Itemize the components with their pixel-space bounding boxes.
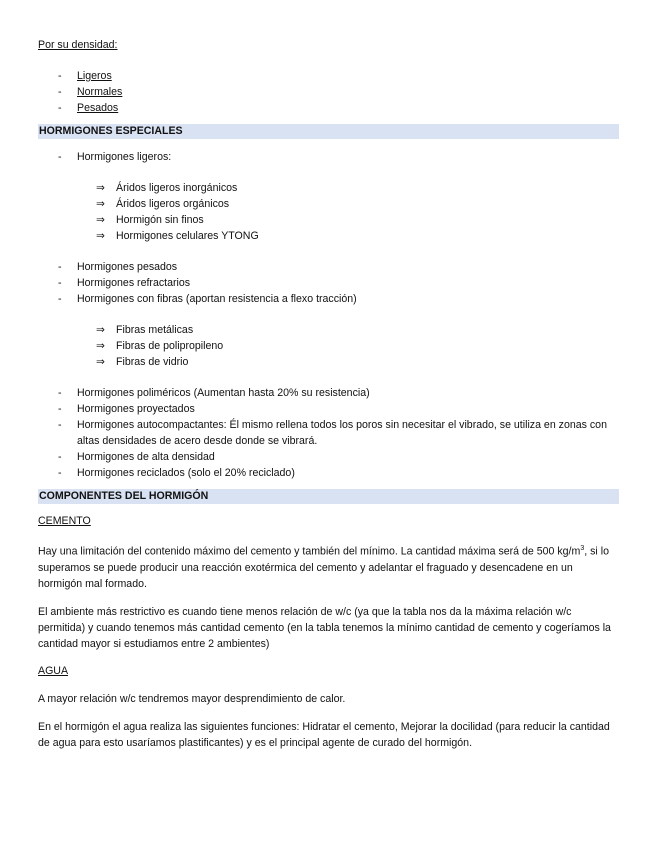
list-item: - Ligeros [38, 68, 618, 84]
agua-paragraph-2: En el hormigón el agua realiza las siguientes funciones: Hidratar el cemento, Mejorar la docilidad (para reducir la cantidad de agua para esto usaríamos plastificantes) y es el principal agente de curado del hormigón. [38, 720, 610, 749]
section-heading-especiales: HORMIGONES ESPECIALES [38, 124, 619, 139]
list-item: - Hormigones con fibras (aportan resistencia a flexo tracción) [38, 291, 618, 307]
document-page [38, 38, 618, 751]
list-item: - Hormigones proyectados [38, 401, 618, 417]
cemento-paragraph-1: Hay una limitación del contenido máximo del cemento y también del mínimo. La cantidad máxima será de 500 $kg/m^3$, si lo superamos se puede producir una reacción exotérmica del cemento y adelantar el fraguado y desencadene en un hormigón mal formado. [38, 545, 609, 590]
agua-paragraph-1: A mayor relación w/c tendremos mayor desprendimiento de calor. [38, 692, 346, 705]
ligeros-sublist [38, 180, 618, 244]
cemento-paragraph-2: El ambiente más restrictivo es cuando tiene menos relación de w/c (ya que la tabla nos da la máxima relación w/c permitida) y cuando tenemos más cantidad cemento (en la tabla tenemos la mínimo cantidad de cemento y cogeríamos la cantidad mayor si estudiamos entre 2 ambientes) [38, 605, 611, 650]
ligeros-list [38, 149, 618, 165]
arrow-icon: ⇒ [96, 340, 105, 352]
list-item: - Hormigones refractarios [38, 275, 618, 291]
list-item: ⇒ Hormigón sin finos [96, 214, 204, 226]
list-item: - Hormigones reciclados (solo el 20% reciclado) [38, 465, 618, 481]
section-heading-componentes: COMPONENTES DEL HORMIGÓN [38, 489, 619, 504]
especiales-list-2 [38, 259, 618, 307]
list-item: - Hormigones ligeros: [38, 149, 618, 165]
densidad-list [38, 68, 618, 116]
list-item: - Hormigones pesados [38, 259, 618, 275]
list-item: - Hormigones poliméricos (Aumentan hasta 20% su resistencia) [38, 385, 618, 401]
list-item: ⇒ Áridos ligeros inorgánicos [96, 182, 238, 194]
list-item: ⇒ Hormigones celulares YTONG [96, 230, 259, 242]
list-item: ⇒ Fibras de polipropileno [96, 340, 224, 352]
cemento-title: CEMENTO [38, 515, 91, 527]
list-item: ⇒ Fibras metálicas [96, 324, 194, 336]
list-item: - Hormigones autocompactantes: Él mismo rellena todos los poros sin necesitar el vibrado, se utiliza en zonas con altas densidades de acero desde donde se vibrará. [38, 417, 618, 449]
arrow-icon: ⇒ [96, 230, 105, 242]
arrow-icon: ⇒ [96, 182, 105, 194]
list-item: - Normales [38, 84, 618, 100]
list-item: ⇒ Áridos ligeros orgánicos [96, 198, 230, 210]
list-item: - Pesados [38, 100, 618, 116]
densidad-title: Por su densidad: [38, 39, 118, 51]
fibras-sublist [38, 322, 618, 370]
arrow-icon: ⇒ [96, 214, 105, 226]
list-item: ⇒ Fibras de vidrio [96, 356, 189, 368]
arrow-icon: ⇒ [96, 356, 105, 368]
arrow-icon: ⇒ [96, 198, 105, 210]
especiales-list-3 [38, 385, 618, 481]
agua-title: AGUA [38, 664, 69, 677]
list-item: - Hormigones de alta densidad [38, 449, 618, 465]
arrow-icon: ⇒ [96, 324, 105, 336]
